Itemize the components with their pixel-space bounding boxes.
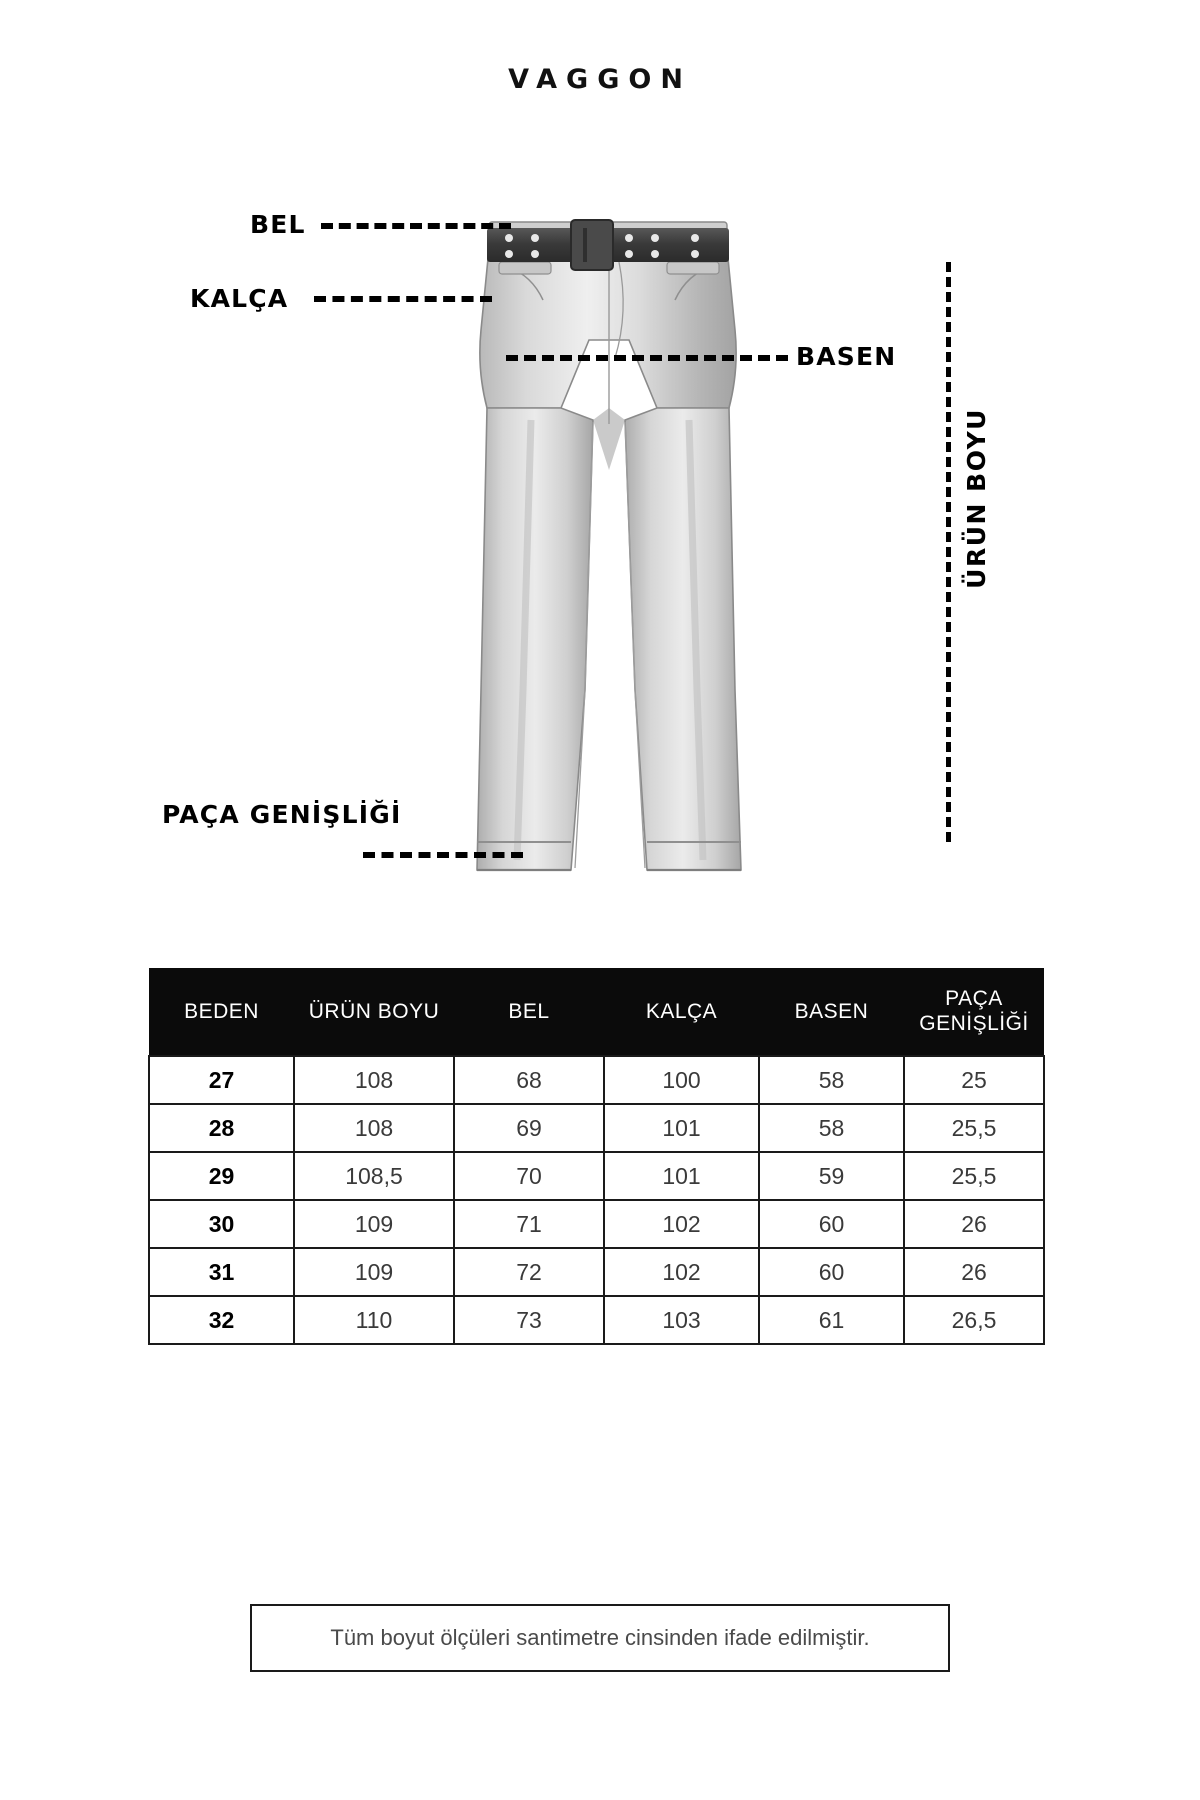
leader-line-waist (321, 223, 511, 229)
cell-kalca: 103 (604, 1296, 759, 1344)
col-header-paca-genisligi (904, 968, 1044, 1056)
cell-kalca: 101 (604, 1104, 759, 1152)
col-header-basen: BASEN (759, 968, 904, 1056)
cell-beden: 32 (149, 1296, 294, 1344)
cell-basen: 59 (759, 1152, 904, 1200)
cell-paca: 25,5 (904, 1152, 1044, 1200)
table-header-row (149, 968, 1044, 1056)
cell-kalca: 100 (604, 1056, 759, 1104)
cell-kalca: 102 (604, 1200, 759, 1248)
cell-basen: 61 (759, 1296, 904, 1344)
label-product-length: ÜRÜN BOYU (962, 408, 991, 589)
size-table-wrapper (148, 968, 1043, 1345)
cell-bel: 70 (454, 1152, 604, 1200)
cell-urun-boyu: 108 (294, 1104, 454, 1152)
size-guide-page (78, 0, 1122, 1800)
cell-bel: 71 (454, 1200, 604, 1248)
col-header-beden: BEDEN (149, 968, 294, 1056)
label-waist: BEL (250, 210, 306, 239)
cell-paca: 26 (904, 1200, 1044, 1248)
cell-paca: 25 (904, 1056, 1044, 1104)
brand-logo: VAGGON (508, 64, 692, 95)
table-row (149, 1296, 1044, 1344)
cell-paca: 26,5 (904, 1296, 1044, 1344)
cell-basen: 58 (759, 1104, 904, 1152)
cell-beden: 29 (149, 1152, 294, 1200)
label-seat: BASEN (796, 342, 897, 371)
cell-bel: 72 (454, 1248, 604, 1296)
cell-basen: 60 (759, 1248, 904, 1296)
table-row (149, 1056, 1044, 1104)
size-table (148, 968, 1045, 1345)
cell-urun-boyu: 110 (294, 1296, 454, 1344)
cell-urun-boyu: 109 (294, 1248, 454, 1296)
leader-line-leg-opening (363, 852, 523, 858)
cell-bel: 68 (454, 1056, 604, 1104)
cell-beden: 28 (149, 1104, 294, 1152)
measurement-diagram (78, 150, 1122, 950)
table-row (149, 1104, 1044, 1152)
cell-beden: 31 (149, 1248, 294, 1296)
leader-line-seat (506, 355, 788, 361)
col-header-urun-boyu: ÜRÜN BOYU (294, 968, 454, 1056)
cell-basen: 58 (759, 1056, 904, 1104)
cell-paca: 26 (904, 1248, 1044, 1296)
size-table-body (149, 1056, 1044, 1344)
col-header-paca-line1: PAÇA (945, 987, 1003, 1011)
col-header-kalca: KALÇA (604, 968, 759, 1056)
col-header-paca-line2: GENİŞLİĞİ (919, 1011, 1029, 1035)
cell-kalca: 102 (604, 1248, 759, 1296)
cell-urun-boyu: 109 (294, 1200, 454, 1248)
leader-line-product-length (946, 262, 951, 842)
table-row (149, 1248, 1044, 1296)
cell-beden: 27 (149, 1056, 294, 1104)
cell-urun-boyu: 108 (294, 1056, 454, 1104)
cell-bel: 73 (454, 1296, 604, 1344)
table-row (149, 1152, 1044, 1200)
label-hip: KALÇA (190, 284, 289, 313)
cell-basen: 60 (759, 1200, 904, 1248)
jeans-illustration (443, 170, 773, 930)
cell-bel: 69 (454, 1104, 604, 1152)
cell-beden: 30 (149, 1200, 294, 1248)
label-leg-opening: PAÇA GENİŞLİĞİ (162, 800, 402, 829)
cell-kalca: 101 (604, 1152, 759, 1200)
col-header-bel: BEL (454, 968, 604, 1056)
table-row (149, 1200, 1044, 1248)
leader-line-hip (314, 296, 492, 302)
cell-urun-boyu: 108,5 (294, 1152, 454, 1200)
unit-note-text: Tüm boyut ölçüleri santimetre cinsinden ifade edilmiştir. (330, 1625, 870, 1650)
cell-paca: 25,5 (904, 1104, 1044, 1152)
unit-note (250, 1604, 950, 1672)
size-table-head (149, 968, 1044, 1056)
